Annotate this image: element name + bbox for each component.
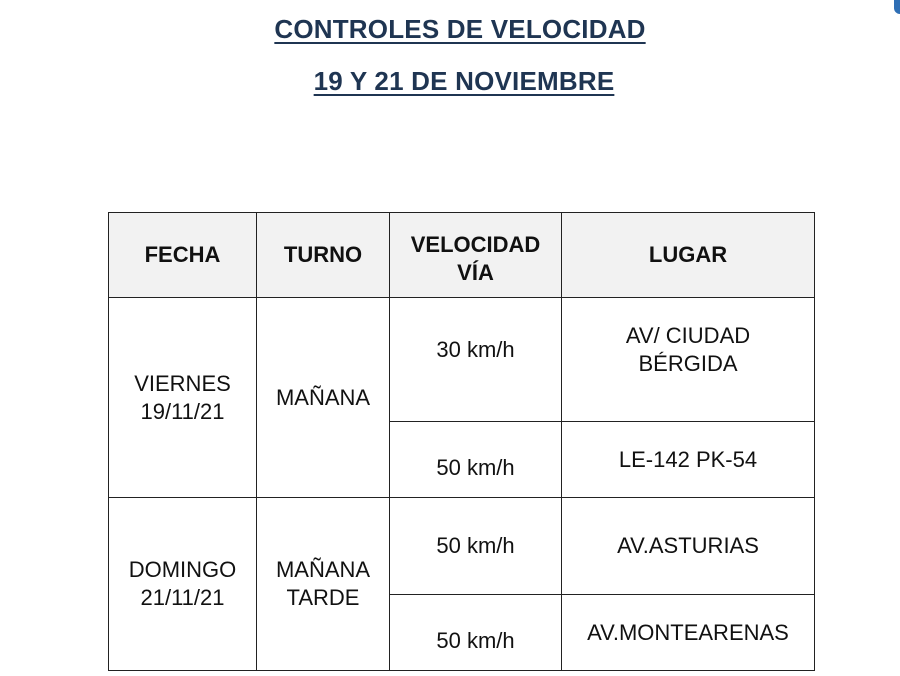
header-fecha-label: FECHA	[144, 242, 221, 267]
header-velocidad-label: VELOCIDAD VÍA	[410, 232, 541, 285]
turno-value: MAÑANA TARDE	[275, 557, 371, 610]
velocidad-value: 50 km/h	[436, 454, 515, 480]
fecha-cell	[109, 498, 257, 671]
corner-decoration	[894, 0, 900, 14]
page-subtitle: 19 Y 21 DE NOVIEMBRE	[313, 66, 615, 96]
velocidad-cell	[390, 498, 562, 595]
turno-cell	[257, 498, 390, 671]
lugar-cell	[562, 422, 815, 498]
velocidad-cell	[390, 422, 562, 498]
page-title: CONTROLES DE VELOCIDAD	[274, 14, 646, 44]
header-fecha	[109, 213, 257, 298]
header-lugar	[562, 213, 815, 298]
fecha-value: DOMINGO 21/11/21	[128, 557, 237, 610]
velocidad-cell	[390, 298, 562, 422]
velocidad-value: 50 km/h	[436, 627, 515, 653]
lugar-cell	[562, 595, 815, 671]
lugar-value: LE-142 PK-54	[618, 446, 758, 472]
lugar-value: AV/ CIUDAD BÉRGIDA	[625, 322, 751, 376]
table-row	[109, 498, 815, 595]
fecha-cell	[109, 298, 257, 498]
velocidad-cell	[390, 595, 562, 671]
lugar-value: AV.ASTURIAS	[617, 533, 759, 558]
lugar-cell	[562, 298, 815, 422]
turno-value: MAÑANA	[275, 384, 371, 410]
lugar-value: AV.MONTEARENAS	[587, 619, 789, 645]
header-velocidad	[390, 213, 562, 298]
table-header-row	[109, 213, 815, 298]
lugar-cell	[562, 498, 815, 595]
fecha-value: VIERNES 19/11/21	[134, 370, 231, 424]
velocidad-value: 30 km/h	[436, 336, 515, 362]
header-lugar-label: LUGAR	[648, 242, 728, 267]
speed-controls-table	[108, 212, 815, 671]
turno-cell	[257, 298, 390, 498]
velocidad-value: 50 km/h	[436, 533, 515, 558]
header-turno	[257, 213, 390, 298]
header-turno-label: TURNO	[283, 242, 363, 267]
table-row	[109, 298, 815, 422]
